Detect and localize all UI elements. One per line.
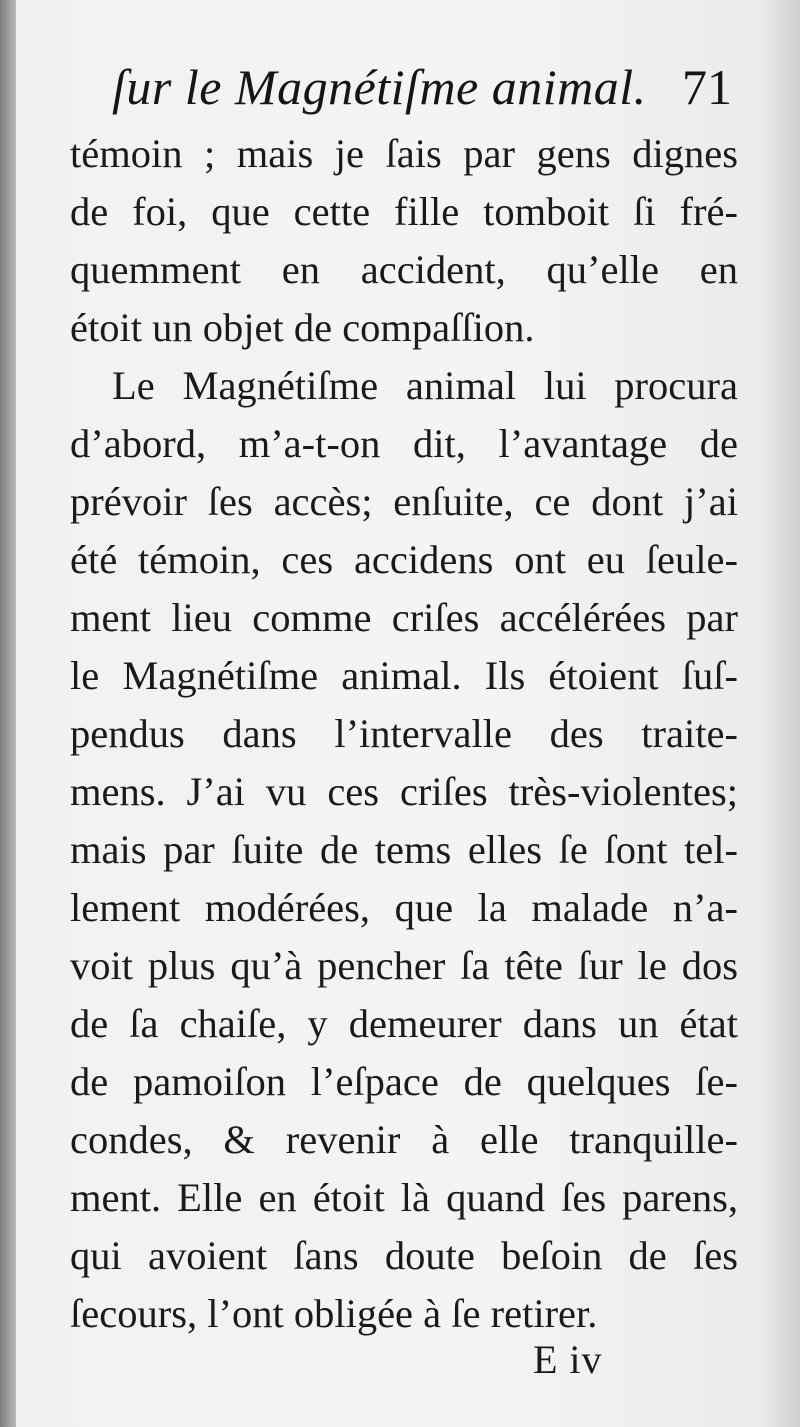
text-line: Le Magnétiſme animal lui procura <box>112 363 738 408</box>
text-line: de ſa chaiſe, y demeurer dans un état <box>70 1001 738 1046</box>
text-line: ment lieu comme criſes accélérées par <box>70 595 738 640</box>
text-line: été témoin, ces accidens ont eu ſeule- <box>70 537 738 582</box>
text-line: de pamoiſon l’eſpace de quelques ſe- <box>70 1059 738 1104</box>
text-line: d’abord, m’a-t-on dit, l’avantage de <box>70 421 738 466</box>
body-text <box>70 125 738 1343</box>
page-gutter-shadow <box>0 0 16 1427</box>
text-line: ſecours, l’ont obligée à ſe retirer. <box>70 1291 598 1336</box>
text-line: quemment en accident, qu’elle en <box>70 247 738 292</box>
text-line: de foi, que cette fille tomboit ſi fré- <box>70 189 738 234</box>
text-line: pendus dans l’intervalle des traite- <box>70 711 738 756</box>
text-line: voit plus qu’à pencher ſa tête ſur le dos <box>70 943 738 988</box>
text-line: qui avoient ſans doute beſoin de ſes <box>70 1233 738 1278</box>
signature-mark: E iv <box>533 1337 603 1382</box>
text-line: étoit un objet de compaſſion. <box>70 305 535 350</box>
text-line: lement modérées, que la malade n’a- <box>70 885 738 930</box>
text-line: mens. J’ai vu ces criſes très-violentes; <box>70 769 738 814</box>
page-number: 71 <box>682 59 732 115</box>
text-line: témoin ; mais je ſais par gens dignes <box>70 131 738 176</box>
text-line: mais par ſuite de tems elles ſe ſont tel- <box>70 827 738 872</box>
text-line: condes, & revenir à elle tranquille- <box>70 1117 738 1162</box>
page-header <box>112 58 732 128</box>
text-line: le Magnétiſme animal. Ils étoient ſuſ- <box>70 653 738 698</box>
running-title: ſur le Magnétiſme animal. <box>112 59 647 115</box>
text-line: ment. Elle en étoit là quand ſes parens, <box>70 1175 738 1220</box>
text-line: prévoir ſes accès; enſuite, ce dont j’ai <box>70 479 738 524</box>
